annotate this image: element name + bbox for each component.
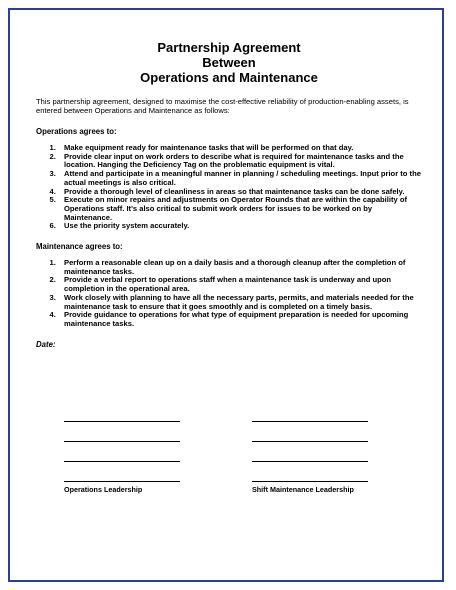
maintenance-signature-block: [252, 402, 368, 494]
list-item: 3. Attend and participate in a meaningful manner in planning / scheduling meetings. Input prior to the actual meetings is also critical.: [58, 170, 422, 187]
signature-line: [252, 442, 368, 462]
list-item: 5. Execute on minor repairs and adjustments on Operator Rounds that are within the capability of Operations staff. It's also critical to submit work orders for issues to be worked on by Maintenance.: [58, 196, 422, 222]
list-item: 3. Work closely with planning to have all the necessary parts, permits, and materials needed for the maintenance task to ensure that it goes smoothly and is completed on a timely basis.: [58, 294, 422, 311]
list-item: 4. Provide guidance to operations for what type of equipment preparation is needed for upcoming maintenance tasks.: [58, 311, 422, 328]
signature-line: [252, 402, 368, 422]
signature-line: [64, 442, 180, 462]
maintenance-list: [36, 259, 422, 329]
list-item: 2. Provide a verbal report to operations staff when a maintenance task is underway and upon completion in the operational area.: [58, 276, 422, 293]
shift-maintenance-leadership-caption: Shift Maintenance Leadership: [252, 485, 354, 494]
intro-paragraph: This partnership agreement, designed to maximise the cost-effective reliability of production-enabling assets, is entered between Operations and Maintenance as follows:: [36, 97, 409, 115]
signature-line: [252, 462, 368, 482]
signature-line: [64, 402, 180, 422]
document: [36, 40, 422, 349]
operations-list: [36, 144, 422, 231]
date-label: Date:: [36, 339, 56, 349]
maintenance-heading: Maintenance agrees to:: [36, 242, 123, 252]
title-line-2: Between: [202, 55, 256, 70]
signature-line: [252, 422, 368, 442]
list-item: 2. Provide clear input on work orders to describe what is required for maintenance tasks and the location. Hanging the Deficiency Tag on the problematic equipment is vital.: [58, 153, 422, 170]
operations-heading: Operations agrees to:: [36, 127, 117, 136]
title-line-3: Operations and Maintenance: [140, 70, 318, 85]
signature-line: [64, 422, 180, 442]
list-item: 1. Make equipment ready for maintenance tasks that will be performed on that day.: [58, 144, 422, 153]
signature-area: [28, 402, 418, 494]
list-item: 4. Provide a thorough level of cleanliness in areas so that maintenance tasks can be done safely.: [58, 188, 422, 197]
list-item: 6. Use the priority system accurately.: [58, 222, 422, 231]
title-line-1: Partnership Agreement: [157, 40, 301, 55]
list-item: 1. Perform a reasonable clean up on a daily basis and a thorough cleanup after the completion of maintenance tasks.: [58, 259, 422, 276]
signature-line: [64, 462, 180, 482]
operations-signature-block: [64, 402, 180, 494]
document-title: [36, 40, 422, 85]
operations-leadership-caption: Operations Leadership: [64, 485, 143, 494]
